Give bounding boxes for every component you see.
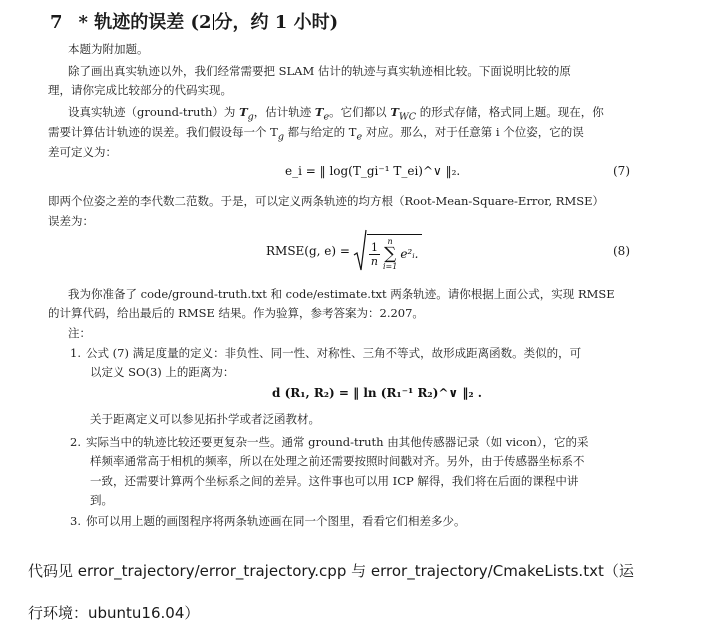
notes-label: 注： [68,326,91,340]
section-title-part-b: 分，约 1 小时) [214,12,339,33]
note-item-2-line-4: 到。 [90,493,113,507]
paragraph-3-line-1: 设真实轨迹（ground-truth）为 $T_g$，估计轨迹 $T_e$。它们都以 $T_{WC}$ 的形式存储，格式同上题。现在，你 [68,105,604,123]
paragraph-3-line-2: 需要计算估计轨迹的误差。我们假设每一个 $T_g$ 都与给定的 $T_e$ 对应。那么，对于任意第 i 个位姿，它的误 [48,125,584,143]
paragraph-4-line-2: 误差为： [48,214,94,228]
note-item-1-line-2: 以定义 SO(3) 上的距离为： [90,365,235,379]
fraction: $\frac{1}{n}$ [370,240,378,268]
section-number: 7 [50,12,63,33]
note-item-2-line-2: 样频率通常高于相机的频率，所以在处理之前还需要按照时间戳对齐。另外，由于传感器坐标系不 [90,454,585,468]
equation-7: e_i = ‖ log(T_gi⁻¹ T_ei)^∨ ‖₂. [285,164,461,178]
section-title-part-a: * 轨迹的误差 (2 [78,12,212,33]
text-cursor [213,14,214,30]
equation-8-lhs: RMSE(g, e) = [266,244,350,258]
equation-9: d (R₁, R₂) = ‖ ln (R₁⁻¹ R₂)^∨ ‖₂ . [272,386,482,400]
paragraph-2-line-2: 理，请你完成比较部分的代码实现。 [48,83,232,97]
footer-line-2: 行环境：ubuntu16.04） [28,604,200,622]
note-item-2: 2. 实际当中的轨迹比较还要更复杂一些。通常 ground-truth 由其他传感器记录（如 vicon），它的采 [70,435,589,449]
note-item-1-after: 关于距离定义可以参见拓扑学或者泛函教材。 [90,412,320,426]
equation-8 [266,228,422,274]
note-item-3: 3. 你可以用上题的画图程序将两条轨迹画在同一个图里，看看它们相差多少。 [70,514,466,528]
footer-line-1: 代码见 error_trajectory/error_trajectory.cpp 与 error_trajectory/CmakeLists.txt（运 [28,562,634,580]
paragraph-2-line-1: 除了画出真实轨迹以外，我们经常需要把 SLAM 估计的轨迹与真实轨迹相比较。下面说明比较的原 [68,64,571,78]
paragraph-5-line-1: 我为你准备了 code/ground-truth.txt 和 code/estimate.txt 两条轨迹。请你根据上面公式，实现 RMSE [68,287,615,301]
summation-icon: ∑ [384,243,397,264]
note-item-1: 1. 公式 (7) 满足度量的定义：非负性、同一性、对称性、三角不等式，故形成距离函数。类似的，可 [70,346,582,360]
equation-8-number: (8) [613,244,630,258]
section-heading [50,8,338,34]
paragraph-intro: 本题为附加题。 [68,42,149,56]
paragraph-3-line-3: 差可定义为： [48,145,117,159]
summation: n ∑ i=1 [382,236,398,271]
sqrt-body [367,234,423,271]
equation-7-number: (7) [613,164,630,178]
paragraph-4-line-1: 即两个位姿之差的李代数二范数。于是，可以定义两条轨迹的均方根（Root-Mean-Square-Error, RMSE） [48,194,604,208]
sqrt-sign-icon [353,229,367,273]
summation-term: e²ᵢ. [400,247,419,261]
paragraph-5-line-2: 的计算代码，给出最后的 RMSE 结果。作为验算，参考答案为：2.207。 [48,306,424,320]
note-item-2-line-3: 一致，还需要计算两个坐标系之间的差异。这件事也可以用 ICP 解得，我们将在后面的课程中讲 [90,474,579,488]
